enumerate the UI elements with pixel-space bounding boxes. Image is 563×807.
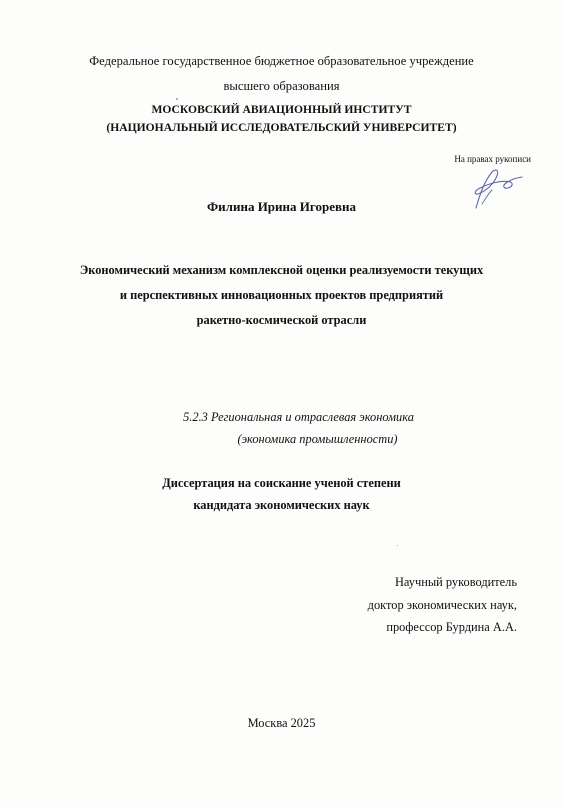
- author-name: Филина Ирина Игоревна: [207, 199, 356, 214]
- thesis-title-line-2: и перспективных инновационных проектов предприятий: [119, 288, 444, 302]
- scan-speck: [176, 98, 178, 100]
- specialty-field: (экономика промышленности): [237, 432, 398, 446]
- degree-line-1: Диссертация на соискание ученой степени: [162, 476, 401, 490]
- supervisor-degree: доктор экономических наук,: [367, 598, 517, 612]
- supervisor-name: профессор Бурдина А.А.: [386, 620, 517, 634]
- scan-speck: [397, 545, 398, 546]
- specialty-code: 5.2.3 Региональная и отраслевая экономика: [183, 410, 414, 424]
- degree-line-2: кандидата экономических наук: [193, 498, 370, 512]
- institute-subtitle: (НАЦИОНАЛЬНЫЙ ИССЛЕДОВАТЕЛЬСКИЙ УНИВЕРСИТЕТ): [106, 121, 457, 134]
- organization-line-2: высшего образования: [223, 79, 340, 93]
- thesis-title-line-3: ракетно-космической отрасли: [196, 313, 367, 327]
- supervisor-role: Научный руководитель: [394, 575, 517, 589]
- city-year: Москва 2025: [247, 716, 316, 730]
- thesis-title-line-1: Экономический механизм комплексной оценки реализуемости текущих: [79, 263, 484, 277]
- organization-line-1: Федеральное государственное бюджетное образовательное учреждение: [89, 54, 474, 68]
- rights-note: На правах рукописи: [454, 154, 531, 164]
- institute-name: МОСКОВСКИЙ АВИАЦИОННЫЙ ИНСТИТУТ: [151, 103, 412, 116]
